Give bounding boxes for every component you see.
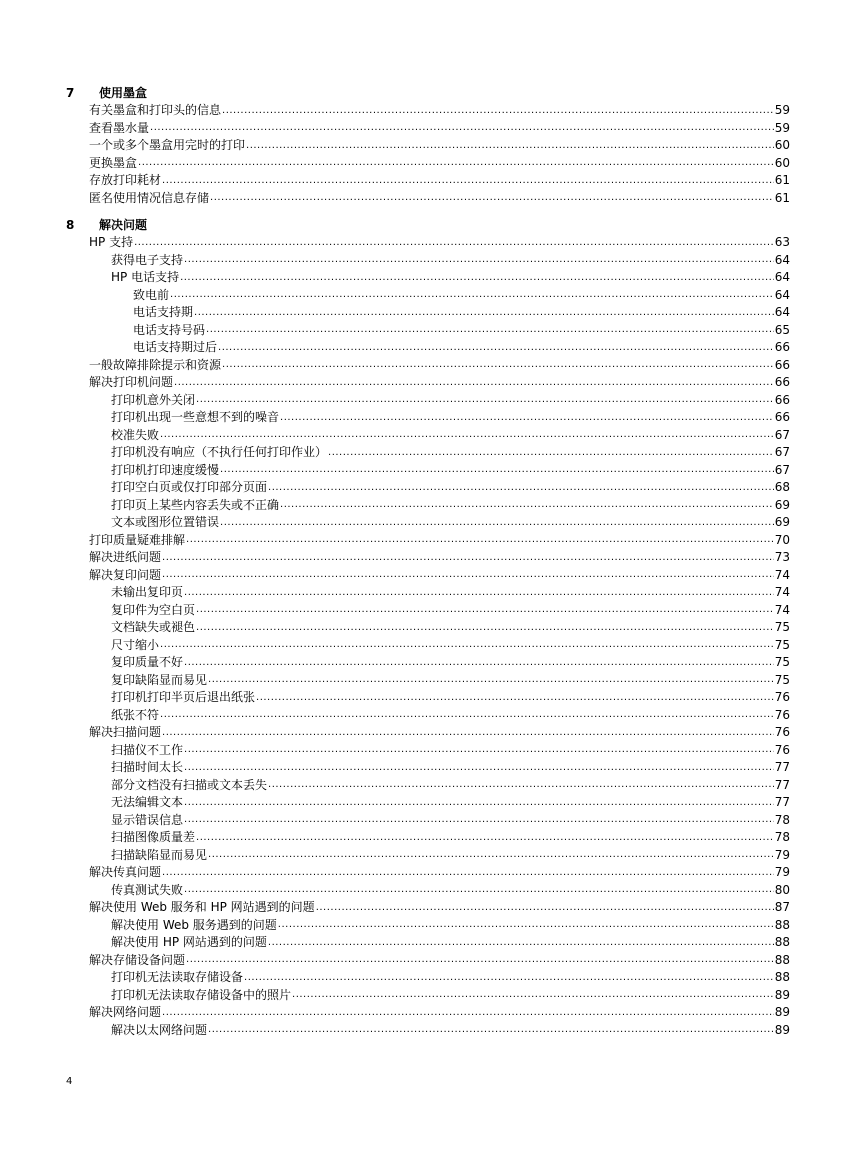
toc-entry-title: 存放打印耗材 <box>89 173 162 187</box>
toc-entry-title: 解决传真问题 <box>89 865 162 879</box>
toc-entry-page: 69 <box>774 497 790 512</box>
page-number: 4 <box>66 1076 73 1087</box>
toc-entry-page: 80 <box>774 882 790 897</box>
toc-entry[interactable] <box>66 479 790 497</box>
toc-entry[interactable] <box>66 287 790 305</box>
toc-entry-page: 77 <box>774 760 790 774</box>
dot-leader <box>222 358 774 372</box>
toc-entry-page: 67 <box>774 427 790 442</box>
toc-entry[interactable] <box>66 864 790 882</box>
dot-leader <box>150 121 774 135</box>
toc-entry-page: 79 <box>774 847 790 862</box>
toc-entry[interactable] <box>66 637 790 655</box>
toc-entry-title: 致电前 <box>133 287 170 302</box>
toc-entry-page: 88 <box>774 970 790 984</box>
dot-leader <box>160 638 774 652</box>
toc-entry[interactable] <box>66 532 790 550</box>
toc-entry-title: 显示错误信息 <box>111 812 184 827</box>
toc-entry-title: 复印缺陷显而易见 <box>111 672 208 687</box>
toc-entry[interactable] <box>66 602 790 620</box>
toc-entry[interactable] <box>66 427 790 445</box>
toc-entry-title: 传真测试失败 <box>111 882 184 897</box>
dot-leader <box>208 1023 774 1037</box>
toc-entry-title: 纸张不符 <box>111 707 160 722</box>
toc-entry-title: HP 支持 <box>89 235 134 249</box>
dot-leader <box>194 306 774 320</box>
toc-entry[interactable] <box>66 497 790 515</box>
toc-entry-page: 88 <box>774 935 790 949</box>
toc-entry-page: 60 <box>774 138 790 152</box>
toc-entry[interactable] <box>66 374 790 392</box>
toc-entry-title: 尺寸缩小 <box>111 637 160 652</box>
toc-entry[interactable] <box>66 137 790 155</box>
toc-entry-page: 64 <box>774 252 790 267</box>
dot-leader <box>208 673 774 687</box>
toc-entry[interactable] <box>66 514 790 532</box>
dot-leader <box>184 813 774 827</box>
toc-entry[interactable] <box>66 304 790 322</box>
toc-entry-page: 89 <box>774 987 790 1002</box>
dot-leader <box>210 191 774 205</box>
toc-entry-page: 76 <box>774 690 790 704</box>
toc-entry-title: 扫描仪不工作 <box>111 742 184 757</box>
toc-entry-page: 67 <box>774 462 790 477</box>
toc-entry[interactable] <box>66 462 790 480</box>
toc-entry[interactable] <box>66 1004 790 1022</box>
toc-entry[interactable] <box>66 567 790 585</box>
toc-entry-page: 88 <box>774 917 790 932</box>
toc-entry-page: 66 <box>774 375 790 389</box>
toc-entry-title: 解决进纸问题 <box>89 550 162 564</box>
chapter-number: 7 <box>66 86 75 100</box>
toc-entry-page: 59 <box>774 120 790 135</box>
toc-entry[interactable] <box>66 899 790 917</box>
dot-leader <box>292 988 774 1002</box>
dot-leader <box>222 104 774 118</box>
toc-entry[interactable] <box>66 952 790 970</box>
dot-leader <box>280 411 774 425</box>
toc-entry[interactable] <box>66 584 790 602</box>
dot-leader <box>162 1006 774 1020</box>
toc-entry-title: 解决以太网络问题 <box>111 1022 208 1037</box>
dot-leader <box>186 953 774 967</box>
dot-leader <box>278 918 774 932</box>
toc-entry-title: 有关墨盒和打印头的信息 <box>89 103 222 117</box>
toc-entry-title: 解决使用 Web 服务和 HP 网站遇到的问题 <box>89 900 315 914</box>
dot-leader <box>316 901 774 915</box>
toc-entry-page: 76 <box>774 707 790 722</box>
toc-entry[interactable] <box>66 707 790 725</box>
toc-entry[interactable] <box>66 619 790 637</box>
toc-entry[interactable] <box>66 102 790 120</box>
dot-leader <box>134 236 774 250</box>
toc-entry-title: 部分文档没有扫描或文本丢失 <box>111 777 268 792</box>
toc-entry-page: 75 <box>774 620 790 634</box>
dot-leader <box>184 743 774 757</box>
toc-entry-page: 75 <box>774 637 790 652</box>
toc-entry-title: 扫描缺陷显而易见 <box>111 847 208 862</box>
toc-entry-title: 复印件为空白页 <box>111 602 196 617</box>
toc-entry-page: 74 <box>774 585 790 599</box>
chapter-number: 8 <box>66 218 75 232</box>
dot-leader <box>328 446 774 460</box>
toc-entry-page: 78 <box>774 830 790 844</box>
toc-entry-page: 64 <box>774 270 790 284</box>
toc-entry-title: 扫描时间太长 <box>111 760 184 774</box>
toc-entry[interactable] <box>66 882 790 900</box>
toc-entry-page: 77 <box>774 795 790 809</box>
toc-entry-page: 59 <box>774 103 790 117</box>
toc-entry-page: 66 <box>774 410 790 424</box>
toc-entry-title: 文档缺失或褪色 <box>111 620 196 634</box>
toc-entry-title: 解决使用 Web 服务遇到的问题 <box>111 917 277 932</box>
dot-leader <box>184 883 774 897</box>
dot-leader <box>280 498 774 512</box>
toc-entry[interactable] <box>66 339 790 357</box>
toc-entry-title: 电话支持号码 <box>133 322 206 337</box>
toc-entry[interactable] <box>66 120 790 138</box>
dot-leader <box>162 551 774 565</box>
dot-leader <box>246 139 774 153</box>
toc-entry[interactable] <box>66 357 790 375</box>
chapter-title: 使用墨盒 <box>99 86 148 100</box>
dot-leader <box>180 271 774 285</box>
toc-entry[interactable] <box>66 672 790 690</box>
toc-entry-title: 打印空白页或仅打印部分页面 <box>111 480 268 494</box>
toc-entry[interactable] <box>66 812 790 830</box>
dot-leader <box>196 393 774 407</box>
dot-leader <box>220 516 774 530</box>
dot-leader <box>162 726 774 740</box>
toc-entry[interactable] <box>66 409 790 427</box>
chapter-heading <box>66 216 790 234</box>
toc-entry-title: 无法编辑文本 <box>111 795 184 809</box>
dot-leader <box>196 603 774 617</box>
toc-entry-title: 获得电子支持 <box>111 252 184 267</box>
toc-entry-page: 74 <box>774 602 790 617</box>
toc-entry-title: 校准失败 <box>111 427 160 442</box>
toc-entry-page: 65 <box>774 322 790 337</box>
toc-entry-page: 67 <box>774 445 790 459</box>
toc-entry-title: 未输出复印页 <box>111 585 184 599</box>
toc-entry-page: 76 <box>774 725 790 739</box>
chapter-title: 解决问题 <box>99 218 148 232</box>
toc-entry-title: 匿名使用情况信息存储 <box>89 190 210 205</box>
toc-entry[interactable] <box>66 190 790 208</box>
toc-entry-title: 打印机无法读取存储设备 <box>111 970 244 984</box>
toc-entry[interactable] <box>66 234 790 252</box>
toc-entry-title: 查看墨水量 <box>89 120 150 135</box>
dot-leader <box>162 568 774 582</box>
toc-entry-title: 一般故障排除提示和资源 <box>89 357 222 372</box>
toc-entry-page: 66 <box>774 340 790 354</box>
toc-entry-page: 79 <box>774 865 790 879</box>
dot-leader <box>184 656 774 670</box>
dot-leader <box>268 481 774 495</box>
toc-entry-page: 87 <box>774 900 790 914</box>
dot-leader <box>162 174 774 188</box>
dot-leader <box>196 621 774 635</box>
toc-entry[interactable] <box>66 759 790 777</box>
toc-entry[interactable] <box>66 155 790 173</box>
dot-leader <box>160 708 774 722</box>
dot-leader <box>184 586 774 600</box>
toc-entry[interactable] <box>66 794 790 812</box>
toc-entry-title: 打印机打印半页后退出纸张 <box>111 690 256 704</box>
toc-entry[interactable] <box>66 322 790 340</box>
toc-entry-page: 70 <box>774 532 790 547</box>
toc-entry[interactable] <box>66 172 790 190</box>
toc-entry-page: 66 <box>774 357 790 372</box>
toc-entry-title: 解决打印机问题 <box>89 375 174 389</box>
toc-entry-title: 打印机没有响应（不执行任何打印作业） <box>111 445 328 459</box>
toc-entry-title: 电话支持期 <box>133 305 194 319</box>
toc-entry-page: 69 <box>774 515 790 529</box>
toc-entry-page: 88 <box>774 952 790 967</box>
dot-leader <box>184 796 774 810</box>
toc-entry-title: 打印质量疑难排解 <box>89 532 186 547</box>
toc-entry-page: 68 <box>774 480 790 494</box>
dot-leader <box>268 936 774 950</box>
toc-entry-title: 打印机出现一些意想不到的噪音 <box>111 410 280 424</box>
table-of-contents <box>66 84 790 1039</box>
toc-entry-title: HP 电话支持 <box>111 270 180 284</box>
toc-entry-title: 解决存储设备问题 <box>89 952 186 967</box>
toc-entry-page: 73 <box>774 550 790 564</box>
toc-entry-page: 75 <box>774 655 790 669</box>
dot-leader <box>256 691 774 705</box>
dot-leader <box>268 778 774 792</box>
toc-entry[interactable] <box>66 777 790 795</box>
toc-entry[interactable] <box>66 549 790 567</box>
dot-leader <box>160 428 774 442</box>
toc-entry-title: 文本或图形位置错误 <box>111 515 220 529</box>
toc-entry-page: 66 <box>774 392 790 407</box>
toc-entry-title: 复印质量不好 <box>111 655 184 669</box>
toc-entry[interactable] <box>66 847 790 865</box>
dot-leader <box>206 323 774 337</box>
toc-entry-page: 61 <box>774 173 790 187</box>
toc-entry-page: 74 <box>774 567 790 582</box>
toc-entry-title: 扫描图像质量差 <box>111 830 196 844</box>
dot-leader <box>174 376 774 390</box>
toc-entry[interactable] <box>66 252 790 270</box>
dot-leader <box>208 848 774 862</box>
toc-entry[interactable] <box>66 1022 790 1040</box>
toc-entry[interactable] <box>66 742 790 760</box>
toc-entry-title: 解决复印问题 <box>89 567 162 582</box>
toc-entry[interactable] <box>66 969 790 987</box>
dot-leader <box>220 463 774 477</box>
toc-entry-title: 电话支持期过后 <box>133 340 218 354</box>
toc-entry-page: 76 <box>774 742 790 757</box>
toc-entry-title: 解决网络问题 <box>89 1005 162 1019</box>
toc-entry-title: 打印机打印速度缓慢 <box>111 462 220 477</box>
dot-leader <box>244 971 774 985</box>
toc-entry-title: 打印机无法读取存储设备中的照片 <box>111 987 292 1002</box>
dot-leader <box>138 156 774 170</box>
toc-entry-page: 63 <box>774 235 790 249</box>
toc-entry-title: 更换墨盒 <box>89 155 138 170</box>
dot-leader <box>186 533 774 547</box>
toc-entry[interactable] <box>66 917 790 935</box>
toc-entry[interactable] <box>66 269 790 287</box>
toc-entry[interactable] <box>66 724 790 742</box>
dot-leader <box>184 761 774 775</box>
toc-entry-title: 解决扫描问题 <box>89 725 162 739</box>
toc-entry-title: 打印机意外关闭 <box>111 392 196 407</box>
toc-entry-page: 61 <box>774 190 790 205</box>
toc-entry[interactable] <box>66 444 790 462</box>
toc-entry-page: 78 <box>774 812 790 827</box>
toc-entry-page: 64 <box>774 287 790 302</box>
dot-leader <box>162 866 774 880</box>
toc-entry-page: 75 <box>774 672 790 687</box>
dot-leader <box>184 253 774 267</box>
chapter-heading <box>66 84 790 102</box>
toc-entry[interactable] <box>66 654 790 672</box>
toc-entry-page: 89 <box>774 1005 790 1019</box>
toc-entry-page: 77 <box>774 777 790 792</box>
toc-entry-title: 打印页上某些内容丢失或不正确 <box>111 497 280 512</box>
dot-leader <box>196 831 774 845</box>
toc-entry[interactable] <box>66 829 790 847</box>
toc-entry[interactable] <box>66 689 790 707</box>
toc-entry[interactable] <box>66 987 790 1005</box>
toc-entry[interactable] <box>66 392 790 410</box>
dot-leader <box>170 288 774 302</box>
toc-entry-page: 60 <box>774 155 790 170</box>
toc-entry-page: 64 <box>774 305 790 319</box>
toc-entry[interactable] <box>66 934 790 952</box>
dot-leader <box>218 341 774 355</box>
toc-entry-title: 一个或多个墨盒用完时的打印 <box>89 138 246 152</box>
toc-entry-page: 89 <box>774 1022 790 1037</box>
toc-entry-title: 解决使用 HP 网站遇到的问题 <box>111 935 267 949</box>
